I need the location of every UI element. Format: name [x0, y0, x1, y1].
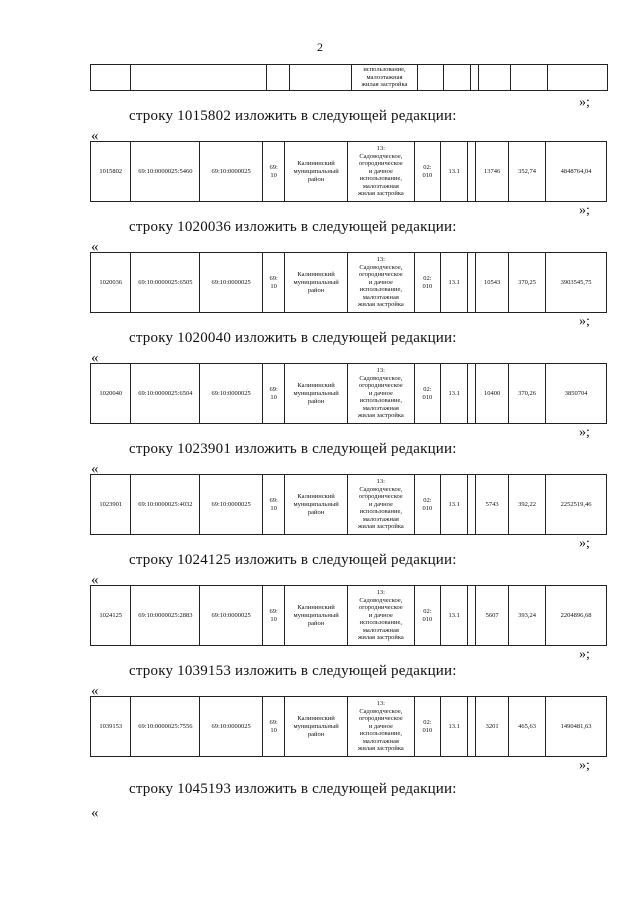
specific-value-cell: 393,24	[508, 586, 545, 646]
closing-quote: »;	[579, 647, 590, 662]
land-use-line: и дачное	[368, 278, 393, 286]
land-use-line: огородническое	[358, 715, 403, 723]
cadastral-block-cell: 69:10:0000025	[200, 475, 263, 535]
closing-quote: »;	[579, 95, 590, 110]
closing-quote: »;	[579, 314, 590, 329]
category-code-cell: 02: 010	[414, 475, 440, 535]
land-use-line: малоэтажная	[366, 73, 403, 81]
region-code-cell: 69: 10	[262, 475, 284, 535]
land-use-line: 13:	[376, 255, 385, 263]
region-code-cell: 69: 10	[262, 697, 284, 757]
specific-value-cell: 465,63	[508, 697, 545, 757]
opening-quote: «	[91, 572, 99, 588]
table-cell	[267, 65, 290, 91]
cadastral-number-cell: 69:10:0000025:6505	[131, 253, 200, 313]
category-code-cell: 02: 010	[414, 253, 440, 313]
opening-quote: «	[91, 683, 99, 699]
data-table	[90, 585, 607, 646]
cadastral-block-cell: 69:10:0000025	[200, 142, 263, 202]
table-cell	[444, 65, 471, 91]
land-use-cell	[352, 65, 418, 91]
cadastral-value-cell: 3903545,75	[546, 253, 607, 313]
area-cell: 5743	[476, 475, 508, 535]
land-use-cell	[347, 697, 414, 757]
area-cell: 10543	[476, 253, 508, 313]
land-use-line: использование,	[359, 175, 402, 183]
area-cell: 10400	[476, 364, 508, 424]
land-use-line: и дачное	[368, 167, 393, 175]
land-use-line: огородническое	[358, 604, 403, 612]
area-cell: 3201	[476, 697, 508, 757]
land-use-line: огородническое	[358, 493, 403, 501]
land-use-line: жилая застройка	[357, 190, 404, 198]
group-cell: 13.1	[441, 142, 468, 202]
data-table	[90, 141, 607, 202]
row-id-cell: 1020040	[91, 364, 131, 424]
land-use-line: использование,	[359, 508, 402, 516]
land-use-line: и дачное	[368, 389, 393, 397]
land-use-line: Садоводческое,	[359, 485, 403, 493]
group-cell: 13.1	[441, 475, 468, 535]
land-use-line: использование,	[359, 619, 402, 627]
table-row	[91, 253, 607, 313]
row-id-cell: 1039153	[91, 697, 131, 757]
closing-quote: »;	[579, 425, 590, 440]
land-use-cell	[347, 586, 414, 646]
land-use-line: и дачное	[368, 722, 393, 730]
table-row	[91, 475, 607, 535]
table-cell	[471, 65, 479, 91]
land-use-line: жилая застройка	[361, 81, 408, 89]
instruction-text: строку 1039153 изложить в следующей редакции:	[129, 663, 457, 679]
land-use-line: малоэтажная	[362, 293, 399, 301]
region-code-cell: 69: 10	[262, 253, 284, 313]
opening-quote: «	[91, 805, 99, 821]
district-cell: Калининский муниципальный район	[285, 586, 348, 646]
table-cell	[290, 65, 352, 91]
data-table	[90, 474, 607, 535]
data-table	[90, 363, 607, 424]
group-cell: 13.1	[441, 586, 468, 646]
closing-quote: »;	[579, 536, 590, 551]
row-id-cell: 1015802	[91, 142, 131, 202]
district-cell: Калининский муниципальный район	[285, 142, 348, 202]
land-use-cell	[347, 142, 414, 202]
land-use-line: и дачное	[368, 500, 393, 508]
land-use-line: огородническое	[358, 271, 403, 279]
cadastral-number-cell: 69:10:0000025:6504	[131, 364, 200, 424]
category-code-cell: 02: 010	[414, 697, 440, 757]
land-use-line: 13:	[376, 699, 385, 707]
land-use-line: огородническое	[358, 160, 403, 168]
cadastral-value-cell: 1490481,63	[546, 697, 607, 757]
land-use-line: малоэтажная	[362, 515, 399, 523]
specific-value-cell: 370,26	[508, 364, 545, 424]
table-row	[91, 697, 607, 757]
land-use-line: 13:	[376, 144, 385, 152]
table-row	[91, 586, 607, 646]
cadastral-value-cell: 3850704	[546, 364, 607, 424]
cadastral-number-cell: 69:10:0000025:2883	[131, 586, 200, 646]
land-use-line: малоэтажная	[362, 182, 399, 190]
land-use-line: огородническое	[358, 382, 403, 390]
region-code-cell: 69: 10	[262, 364, 284, 424]
cadastral-number-cell: 69:10:0000025:5460	[131, 142, 200, 202]
area-cell: 13746	[476, 142, 508, 202]
cadastral-number-cell: 69:10:0000025:4032	[131, 475, 200, 535]
page-number: 2	[317, 40, 323, 54]
land-use-cell	[347, 475, 414, 535]
land-use-line: использование,	[363, 66, 406, 74]
table-row	[91, 142, 607, 202]
cadastral-block-cell: 69:10:0000025	[200, 586, 263, 646]
cadastral-block-cell: 69:10:0000025	[200, 697, 263, 757]
table-cell	[548, 65, 608, 91]
cadastral-block-cell: 69:10:0000025	[200, 364, 263, 424]
cadastral-block-cell: 69:10:0000025	[200, 253, 263, 313]
land-use-line: и дачное	[368, 611, 393, 619]
cadastral-number-cell: 69:10:0000025:7556	[131, 697, 200, 757]
specific-value-cell: 392,22	[508, 475, 545, 535]
land-use-line: жилая застройка	[357, 301, 404, 309]
opening-quote: «	[91, 350, 99, 366]
area-cell: 5607	[476, 586, 508, 646]
instruction-text: строку 1020040 изложить в следующей редакции:	[129, 330, 457, 346]
specific-value-cell: 370,25	[508, 253, 545, 313]
opening-quote: «	[91, 239, 99, 255]
blank-cell	[468, 697, 476, 757]
opening-quote: «	[91, 128, 99, 144]
land-use-line: Садоводческое,	[359, 263, 403, 271]
land-use-line: 13:	[376, 366, 385, 374]
blank-cell	[468, 364, 476, 424]
row-id-cell: 1024125	[91, 586, 131, 646]
blank-cell	[468, 253, 476, 313]
land-use-line: Садоводческое,	[359, 596, 403, 604]
partial-table	[90, 64, 608, 91]
row-id-cell: 1023901	[91, 475, 131, 535]
group-cell: 13.1	[441, 364, 468, 424]
category-code-cell: 02: 010	[414, 142, 440, 202]
table-cell	[91, 65, 131, 91]
opening-quote: «	[91, 461, 99, 477]
land-use-line: жилая застройка	[357, 745, 404, 753]
land-use-line: 13:	[376, 477, 385, 485]
land-use-line: малоэтажная	[362, 737, 399, 745]
land-use-cell	[347, 253, 414, 313]
category-code-cell: 02: 010	[414, 364, 440, 424]
instruction-text: строку 1015802 изложить в следующей редакции:	[129, 108, 457, 124]
land-use-line: жилая застройка	[357, 634, 404, 642]
group-cell: 13.1	[441, 253, 468, 313]
district-cell: Калининский муниципальный район	[285, 697, 348, 757]
land-use-line: малоэтажная	[362, 626, 399, 634]
instruction-text: строку 1045193 изложить в следующей редакции:	[129, 781, 457, 797]
blank-cell	[468, 475, 476, 535]
land-use-line: 13:	[376, 588, 385, 596]
instruction-text: строку 1020036 изложить в следующей редакции:	[129, 219, 457, 235]
table-cell	[131, 65, 267, 91]
cadastral-value-cell: 2252519,46	[546, 475, 607, 535]
partial-table-row	[91, 65, 608, 91]
land-use-line: жилая застройка	[357, 523, 404, 531]
category-code-cell: 02: 010	[414, 586, 440, 646]
land-use-line: жилая застройка	[357, 412, 404, 420]
region-code-cell: 69: 10	[262, 586, 284, 646]
region-code-cell: 69: 10	[262, 142, 284, 202]
blank-cell	[468, 586, 476, 646]
closing-quote: »;	[579, 758, 590, 773]
data-table	[90, 696, 607, 757]
closing-quote: »;	[579, 203, 590, 218]
district-cell: Калининский муниципальный район	[285, 253, 348, 313]
data-table	[90, 252, 607, 313]
land-use-line: использование,	[359, 397, 402, 405]
land-use-line: малоэтажная	[362, 404, 399, 412]
land-use-cell	[347, 364, 414, 424]
land-use-line: использование,	[359, 286, 402, 294]
land-use-line: Садоводческое,	[359, 707, 403, 715]
group-cell: 13.1	[441, 697, 468, 757]
instruction-text: строку 1023901 изложить в следующей редакции:	[129, 441, 457, 457]
table-row	[91, 364, 607, 424]
blank-cell	[468, 142, 476, 202]
cadastral-value-cell: 4848764,04	[546, 142, 607, 202]
land-use-line: Садоводческое,	[359, 374, 403, 382]
table-cell	[479, 65, 511, 91]
specific-value-cell: 352,74	[508, 142, 545, 202]
table-cell	[418, 65, 444, 91]
district-cell: Калининский муниципальный район	[285, 475, 348, 535]
land-use-line: Садоводческое,	[359, 152, 403, 160]
district-cell: Калининский муниципальный район	[285, 364, 348, 424]
row-id-cell: 1020036	[91, 253, 131, 313]
instruction-text: строку 1024125 изложить в следующей редакции:	[129, 552, 457, 568]
table-cell	[511, 65, 548, 91]
cadastral-value-cell: 2204896,68	[546, 586, 607, 646]
land-use-line: использование,	[359, 730, 402, 738]
